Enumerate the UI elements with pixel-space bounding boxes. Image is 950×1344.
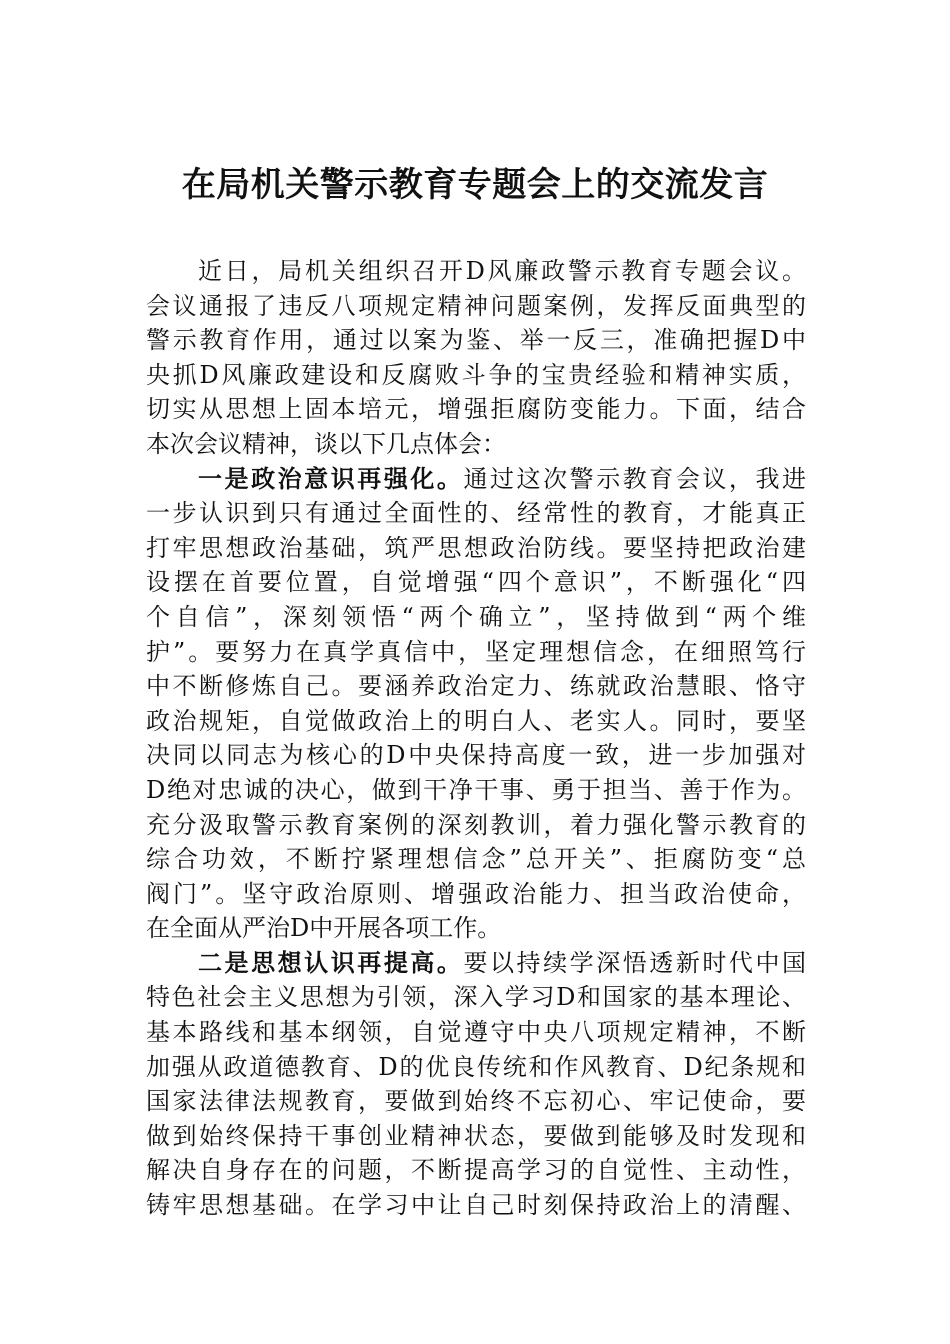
paragraph-line: 充分汲取警示教育案例的深刻教训，着力强化警示教育的 [146,810,806,839]
paragraph-line: 本次会议精神，谈以下几点体会： [146,429,506,458]
paragraph-line: 护”。要努力在真学真信中，坚定理想信念，在细照笃行 [146,637,806,666]
paragraph-line: 一是政治意识再强化。通过这次警示教育会议，我进 [198,463,807,493]
paragraph-line: D绝对忠诚的决心，做到干净干事、勇于担当、善于作为。 [146,775,806,804]
paragraph-lead: 一是政治意识再强化。 [198,463,464,493]
paragraph-line: 个自信”，深刻领悟“两个确立”，坚持做到“两个维 [146,602,806,631]
paragraph-line: 特色社会主义思想为引领，深入学习D和国家的基本理论、 [146,983,806,1012]
paragraph-line: 加强从政道德教育、D的优良传统和作风教育、D纪条规和 [146,1052,806,1081]
paragraph-line: 近日，局机关组织召开D风廉政警示教育专题会议。 [198,257,806,285]
document-title: 在局机关警示教育专题会上的交流发言 [181,165,769,205]
document-body [146,254,806,1223]
paragraph-line: 铸牢思想基础。在学习中让自己时刻保持政治上的清醒、 [146,1191,806,1220]
paragraph-line: 打牢思想政治基础，筑严思想政治防线。要坚持把政治建 [146,533,806,562]
paragraph-line: 决同以同志为核心的D中央保持高度一致，进一步加强对 [146,741,806,770]
paragraph-line: 解决自身存在的问题，不断提高学习的自觉性、主动性， [146,1156,806,1185]
paragraph-line: 警示教育作用，通过以案为鉴、举一反三，准确把握D中 [146,326,806,355]
paragraph-line: 中不断修炼自己。要涵养政治定力、练就政治慧眼、恪守 [146,672,806,701]
paragraph-line: 在全面从严治D中开展各项工作。 [146,914,502,943]
paragraph-3 [146,946,806,1223]
paragraph-line: 政治规矩，自觉做政治上的明白人、老实人。同时，要坚 [146,706,806,735]
paragraph-line: 切实从思想上固本培元，增强拒腐防变能力。下面，结合 [146,395,806,424]
paragraph-line: 阀门”。坚守政治原则、增强政治能力、担当政治使命， [146,879,806,908]
paragraph-line: 一步认识到只有通过全面性的、经常性的教育，才能真正 [146,499,806,528]
paragraph-lead: 二是思想认识再提高。 [198,947,464,977]
paragraph-2 [146,462,806,946]
paragraph-line: 会议通报了违反八项规定精神问题案例，发挥反面典型的 [146,291,806,320]
paragraph-line: 综合功效，不断拧紧理想信念”总开关”、拒腐防变“总 [146,845,806,874]
paragraph-line: 国家法律法规教育，要做到始终不忘初心、牢记使命，要 [146,1087,806,1116]
paragraph-line: 央抓D风廉政建设和反腐败斗争的宝贵经验和精神实质， [146,360,806,389]
paragraph-line: 做到始终保持干事创业精神状态，要做到能够及时发现和 [146,1121,806,1150]
paragraph-line: 基本路线和基本纲领，自觉遵守中央八项规定精神，不断 [146,1018,806,1047]
paragraph-1 [146,254,806,462]
paragraph-line: 二是思想认识再提高。要以持续学深悟透新时代中国 [198,947,807,977]
paragraph-line: 设摆在首要位置，自觉增强“四个意识”，不断强化“四 [146,568,806,597]
